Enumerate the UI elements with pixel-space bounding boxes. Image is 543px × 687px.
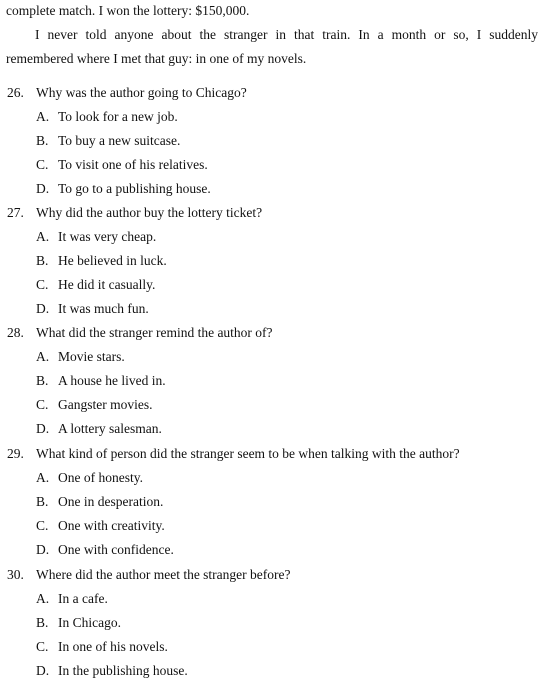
option-text: To buy a new suitcase. bbox=[58, 133, 181, 148]
question-27 bbox=[7, 205, 262, 221]
question-text: What kind of person did the stranger seem to be when talking with the author? bbox=[36, 446, 460, 461]
option-text: In the publishing house. bbox=[58, 663, 188, 678]
option-text: In Chicago. bbox=[58, 615, 121, 630]
option-26-d bbox=[36, 181, 211, 197]
question-number: 30. bbox=[7, 567, 24, 582]
option-letter: A. bbox=[36, 229, 50, 244]
question-number: 29. bbox=[7, 446, 24, 461]
option-letter: C. bbox=[36, 277, 49, 292]
option-text: To go to a publishing house. bbox=[58, 181, 211, 196]
option-letter: B. bbox=[36, 253, 49, 268]
question-30 bbox=[7, 567, 291, 583]
option-text: It was much fun. bbox=[58, 301, 149, 316]
option-text: One with confidence. bbox=[58, 542, 174, 557]
option-letter: B. bbox=[36, 494, 49, 509]
option-30-c bbox=[36, 639, 168, 655]
option-28-d bbox=[36, 421, 162, 437]
option-text: Movie stars. bbox=[58, 349, 125, 364]
option-text: He did it casually. bbox=[58, 277, 156, 292]
option-30-d bbox=[36, 663, 188, 679]
option-29-a bbox=[36, 470, 143, 486]
option-text: A lottery salesman. bbox=[58, 421, 162, 436]
option-29-d bbox=[36, 542, 174, 558]
option-27-b bbox=[36, 253, 167, 269]
option-26-a bbox=[36, 109, 178, 125]
option-28-c bbox=[36, 397, 152, 413]
option-30-b bbox=[36, 615, 121, 631]
option-28-b bbox=[36, 373, 166, 389]
option-28-a bbox=[36, 349, 125, 365]
option-text: To visit one of his relatives. bbox=[58, 157, 208, 172]
option-letter: B. bbox=[36, 133, 49, 148]
option-text: A house he lived in. bbox=[58, 373, 166, 388]
passage-line: I never told anyone about the stranger in that train. In a month or so, I suddenly bbox=[35, 27, 538, 42]
option-26-c bbox=[36, 157, 208, 173]
option-text: To look for a new job. bbox=[58, 109, 178, 124]
option-27-a bbox=[36, 229, 156, 245]
passage-line: complete match. I won the lottery: $150,000. bbox=[6, 3, 250, 18]
option-29-b bbox=[36, 494, 163, 510]
option-text: Gangster movies. bbox=[58, 397, 153, 412]
question-text: Why was the author going to Chicago? bbox=[36, 85, 247, 100]
option-text: One of honesty. bbox=[58, 470, 143, 485]
option-letter: D. bbox=[36, 542, 50, 557]
option-letter: D. bbox=[36, 301, 50, 316]
question-text: Why did the author buy the lottery ticket? bbox=[36, 205, 263, 220]
option-letter: D. bbox=[36, 181, 50, 196]
question-number: 27. bbox=[7, 205, 24, 220]
option-text: One with creativity. bbox=[58, 518, 165, 533]
option-letter: D. bbox=[36, 421, 50, 436]
option-letter: D. bbox=[36, 663, 50, 678]
option-letter: A. bbox=[36, 591, 50, 606]
option-letter: C. bbox=[36, 518, 49, 533]
option-text: In a cafe. bbox=[58, 591, 108, 606]
option-letter: C. bbox=[36, 157, 49, 172]
question-26 bbox=[7, 85, 247, 101]
question-number: 26. bbox=[7, 85, 24, 100]
question-number: 28. bbox=[7, 325, 24, 340]
option-26-b bbox=[36, 133, 180, 149]
option-letter: C. bbox=[36, 639, 49, 654]
option-letter: A. bbox=[36, 349, 50, 364]
option-text: It was very cheap. bbox=[58, 229, 157, 244]
option-30-a bbox=[36, 591, 108, 607]
option-text: In one of his novels. bbox=[58, 639, 168, 654]
question-28 bbox=[7, 325, 273, 341]
option-letter: B. bbox=[36, 615, 49, 630]
option-29-c bbox=[36, 518, 165, 534]
option-letter: A. bbox=[36, 470, 50, 485]
question-text: Where did the author meet the stranger before? bbox=[36, 567, 291, 582]
option-27-d bbox=[36, 301, 149, 317]
option-letter: B. bbox=[36, 373, 49, 388]
option-letter: A. bbox=[36, 109, 50, 124]
question-29 bbox=[7, 446, 460, 462]
option-text: He believed in luck. bbox=[58, 253, 167, 268]
option-text: One in desperation. bbox=[58, 494, 164, 509]
question-text: What did the stranger remind the author of? bbox=[36, 325, 273, 340]
option-letter: C. bbox=[36, 397, 49, 412]
passage-line: remembered where I met that guy: in one of my novels. bbox=[6, 51, 307, 66]
option-27-c bbox=[36, 277, 155, 293]
